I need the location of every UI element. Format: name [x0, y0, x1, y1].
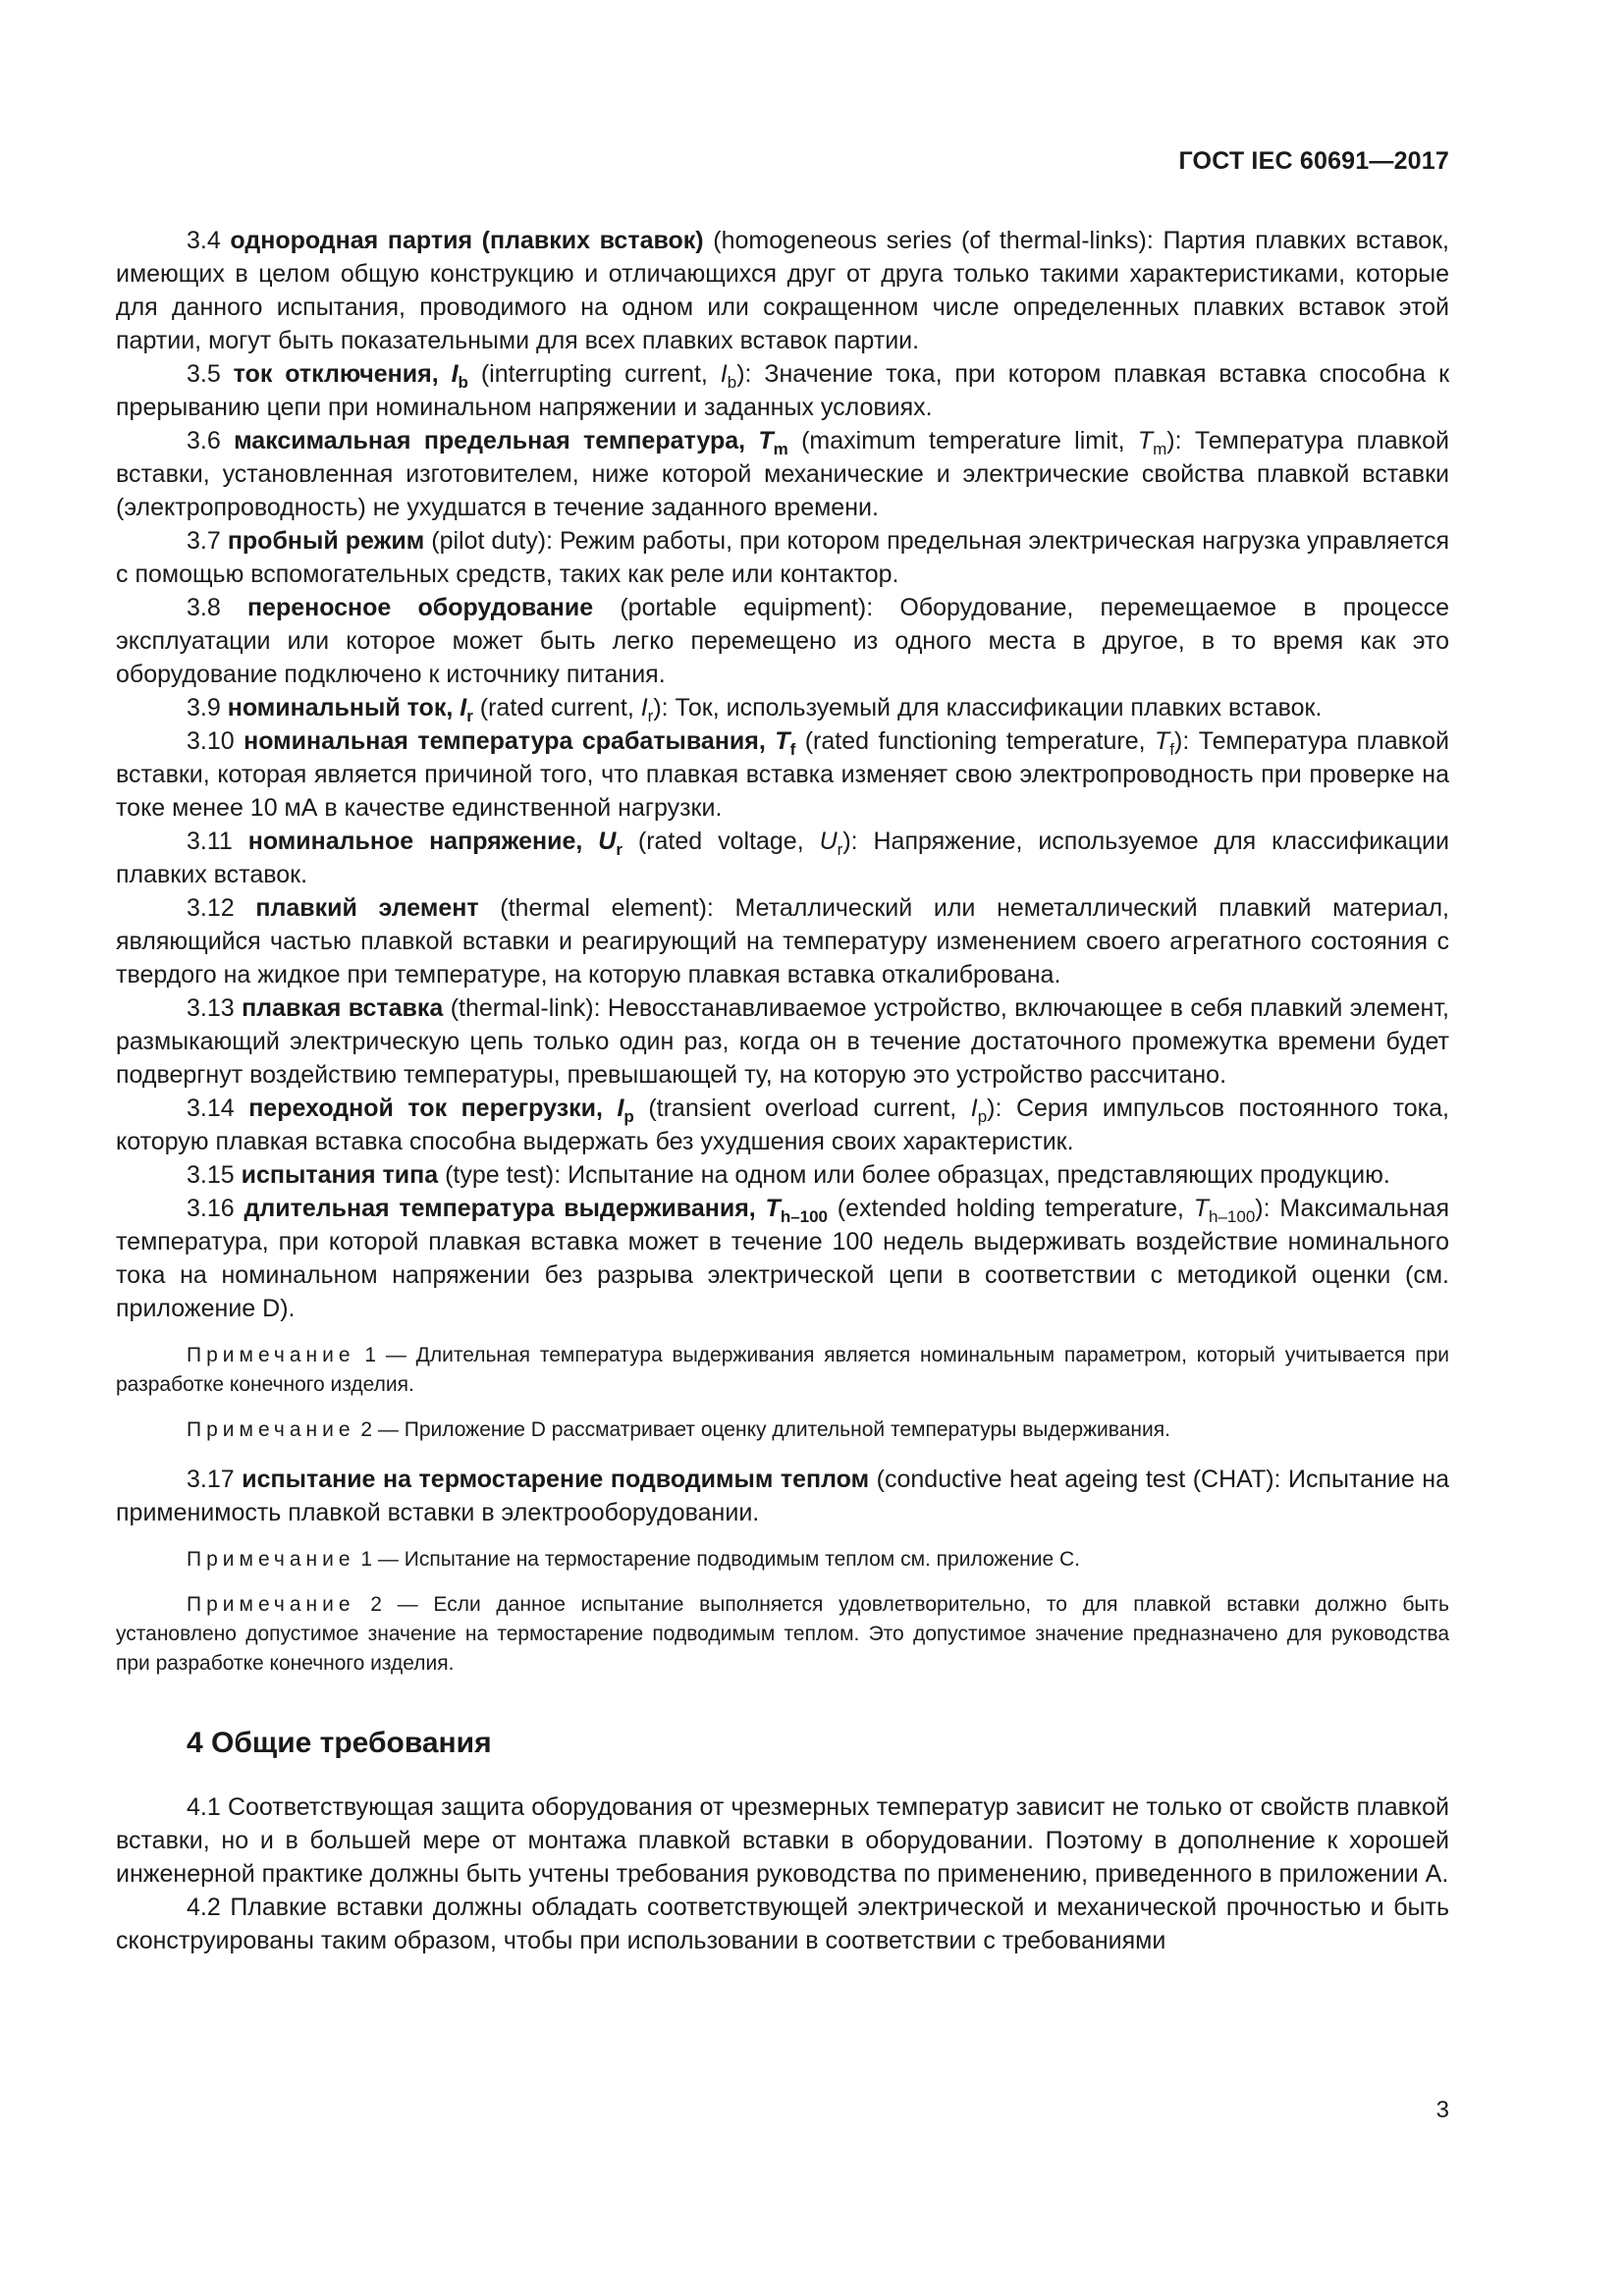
term-3-4: 3.4 однородная партия (плавких вставок) (homogeneous series (of thermal-links): Партия плавких вставок, имеющих в целом общую конструкцию и отличающихся друг от друга только такими характеристиками, которые для данного испытания, проводимого на одном или сокращенном числе определенных плавких вставок этой партии, могут быть показательными для всех плавких вставок партии.	[116, 227, 1449, 354]
term-3-17: 3.17 испытание на термостарение подводимым теплом (conductive heat ageing test (CHAT): Испытание на применимость плавкой вставки в электрооборудовании.	[116, 1466, 1449, 1526]
term-3-16: 3.16 длительная температура выдерживания, $T_{h-100}$ (extended holding temperature, $T_{h-100}$): Максимальная температура, при которой плавкая вставка может в течение 100 недель выдерживать воздействие номинального тока на номинальном напряжении без разрыва электрической цепи в соответствии с методикой оценки (см. приложение D).	[116, 1195, 1449, 1322]
term-3-8: 3.8 переносное оборудование (portable equipment): Оборудование, перемещаемое в процессе эксплуатации или которое может быть легко перемещено из одного места в другое, в то время как это оборудование подключено к источнику питания.	[116, 594, 1449, 688]
term-3-12: 3.12 плавкий элемент (thermal element): Металлический или неметаллический плавкий материал, являющийся частью плавкой вставки и реагирующий на температуру изменением своего агрегатного состояния с твердого на жидкое при температуре, на которую плавкая вставка откалибрована.	[116, 894, 1450, 988]
note-3-17-1: Примечание 1 — Испытание на термостарение подводимым теплом см. приложение С.	[187, 1548, 1080, 1571]
term-3-6: 3.6 максимальная предельная температура, $T_m$ (maximum temperature limit, $T_m$): Температура плавкой вставки, установленная изготовителем, ниже которой механические и электрические свойства плавкой вставки (электропроводность) не ухудшатся в течение заданного времени.	[116, 427, 1449, 521]
term-3-15: 3.15 испытания типа (type test): Испытание на одном или более образцах, представляющих продукцию.	[187, 1161, 1390, 1189]
term-3-9: 3.9 номинальный ток, $I_r$ (rated current, $I_r$): Ток, используемый для классификации плавких вставок.	[187, 694, 1323, 725]
document-body	[116, 224, 1449, 1957]
section-4-heading: 4 Общие требования	[187, 1727, 492, 1759]
term-3-5: 3.5 ток отключения, $I_b$ (interrupting current, $I_b$): Значение тока, при котором плавкая вставка способна к прерыванию цепи при номинальном напряжении и заданных условиях.	[116, 360, 1450, 421]
paragraph-4-1: 4.1 Соответствующая защита оборудования от чрезмерных температур зависит не только от свойств плавкой вставки, но и в большей мере от монтажа плавкой вставки в оборудовании. Поэтому в дополнение к хорошей инженерной практике должны быть учтены требования руководства по применению, приведенного в приложении А.	[116, 1793, 1449, 1888]
document-header: ГОСТ IEC 60691—2017	[1178, 147, 1449, 175]
page-number: 3	[1435, 2097, 1449, 2123]
term-3-11: 3.11 номинальное напряжение, $U_r$ (rated voltage, $U_r$): Напряжение, используемое для классификации плавких вставок.	[116, 828, 1449, 888]
note-3-16-2: Примечание 2 — Приложение D рассматривает оценку длительной температуры выдерживания.	[187, 1418, 1170, 1441]
paragraph-4-2: 4.2 Плавкие вставки должны обладать соответствующей электрической и механической прочностью и быть сконструированы таким образом, чтобы при использовании в соответствии с требованиями	[116, 1894, 1449, 1954]
term-3-10: 3.10 номинальная температура срабатывания, $T_f$ (rated functioning temperature, $T_f$): Температура плавкой вставки, которая является причиной того, что плавкая вставка изменяет свою электропроводность при проверке на токе менее 10 мА в качестве единственной нагрузки.	[116, 727, 1450, 822]
note-3-17-2: Примечание 2 — Если данное испытание выполняется удовлетворительно, то для плавкой вставки должно быть установлено допустимое значение на термостарение подводимым теплом. Это допустимое значение предназначено для руководства при разработке конечного изделия.	[116, 1593, 1449, 1675]
term-3-7: 3.7 пробный режим (pilot duty): Режим работы, при котором предельная электрическая нагрузка управляется с помощью вспомогательных средств, таких как реле или контактор.	[116, 527, 1450, 588]
term-3-13: 3.13 плавкая вставка (thermal-link): Невосстанавливаемое устройство, включающее в себя плавкий элемент, размыкающий электрическую цепь только один раз, когда он в течение достаточного промежутка времени будет подвергнут воздействию температуры, превышающей ту, на которую это устройство рассчитано.	[116, 994, 1449, 1089]
term-3-14: 3.14 переходной ток перегрузки, $I_p$ (transient overload current, $I_p$): Серия импульсов постоянного тока, которую плавкая вставка способна выдержать без ухудшения своих характеристик.	[116, 1095, 1450, 1155]
note-3-16-1: Примечание 1 — Длительная температура выдерживания является номинальным параметром, который учитывается при разработке конечного изделия.	[116, 1344, 1449, 1396]
